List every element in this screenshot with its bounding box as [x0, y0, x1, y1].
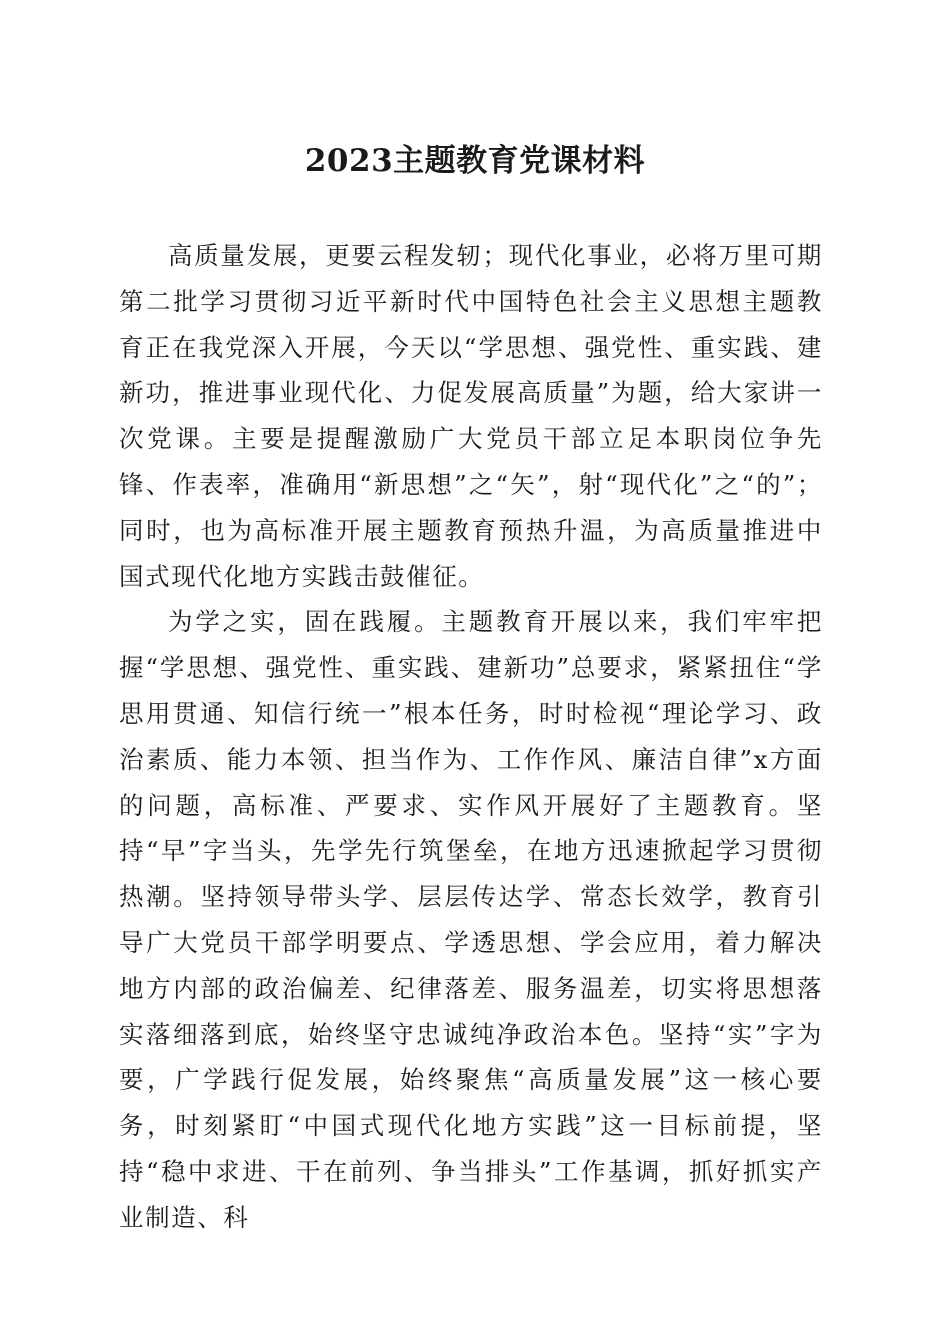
document-title: 2023主题教育党课材料 [304, 143, 646, 179]
paragraph-intro: 高质量发展，更要云程发轫；现代化事业，必将万里可期第二批学习贯彻习近平新时代中国特色社会主义思想主题教育正在我党深入开展，今天以“学思想、强党性、重实践、建新功，推进事业现代化、力促发展高质量”为题，给大家讲一次党课。主要是提醒激励广大党员干部立足本职岗位争先锋、作表率，准确用“新思想”之“矢”，射“现代化”之“的”；同时，也为高标准开展主题教育预热升温，为高质量推进中国式现代化地方实践击鼓催征。 [119, 241, 823, 591]
document-body [119, 233, 823, 1241]
paragraph-practice: 为学之实，固在践履。主题教育开展以来，我们牢牢把握“学思想、强党性、重实践、建新功”总要求，紧紧扭住“学思用贯通、知信行统一”根本任务，时时检视“理论学习、政治素质、能力本领、担当作为、工作作风、廉洁自律”x方面的问题，高标准、严要求、实作风开展好了主题教育。坚持“早”字当头，先学先行筑堡垒，在地方迅速掀起学习贯彻热潮。坚持领导带头学、层层传达学、常态长效学，教育引导广大党员干部学明要点、学透思想、学会应用，着力解决地方内部的政治偏差、纪律落差、服务温差，切实将思想落实落细落到底，始终坚守忠诚纯净政治本色。坚持“实”字为要，广学践行促发展，始终聚焦“高质量发展”这一核心要务，时刻紧盯“中国式现代化地方实践”这一目标前提，坚持“稳中求进、干在前列、争当排头”工作基调，抓好抓实产业制造、科 [119, 607, 823, 1232]
